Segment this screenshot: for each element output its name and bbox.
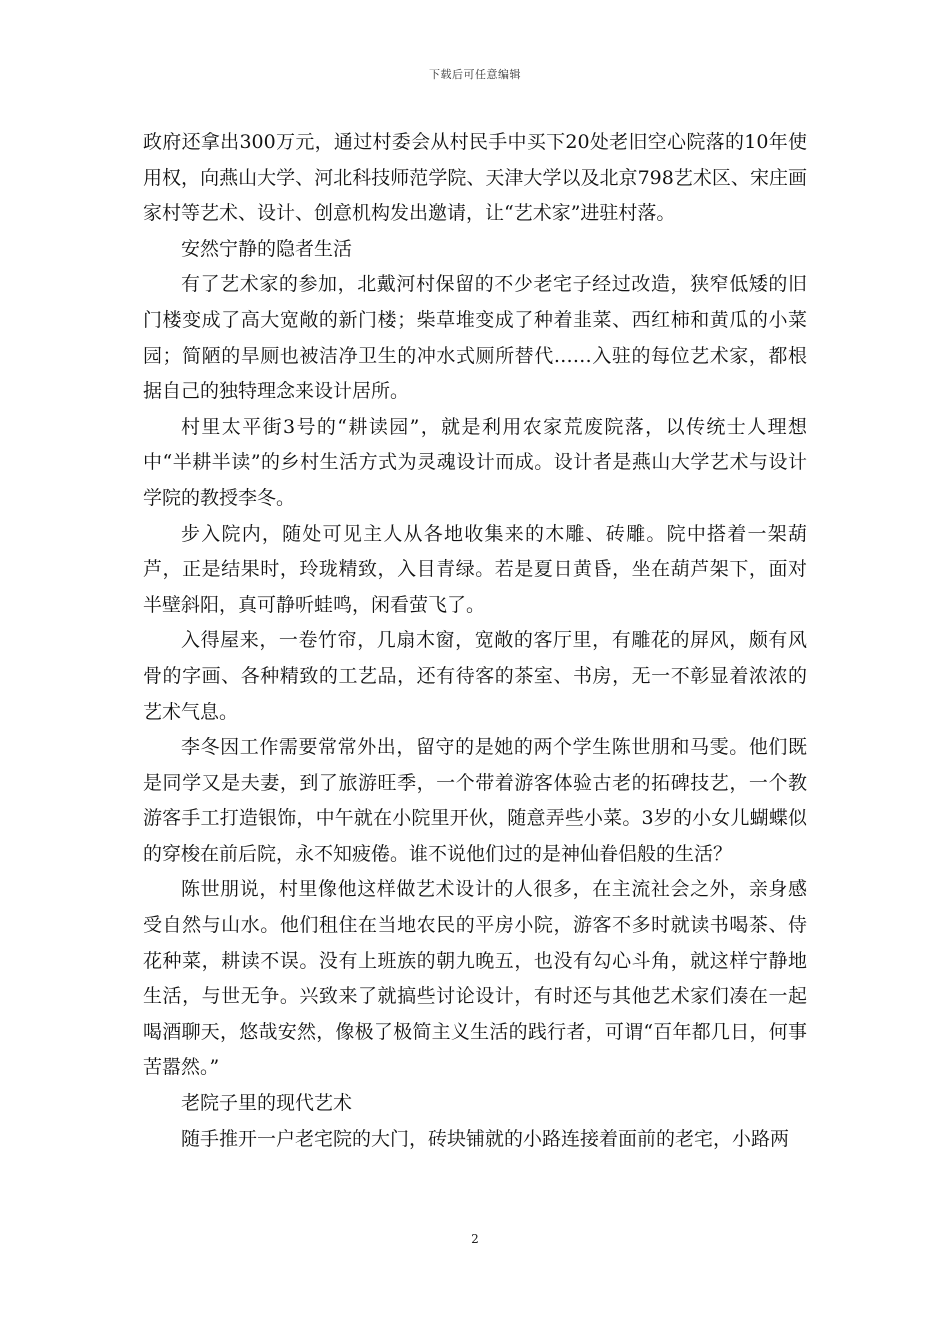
paragraph-continued: 政府还拿出300万元，通过村委会从村民手中买下20处老旧空心院落的10年使用权，向燕山大学、河北科技师范学院、天津大学以及北京798艺术区、宋庄画家村等艺术、设计、创意机构发出邀请，让“艺术家”进驻村落。: [143, 131, 807, 225]
paragraph: 入得屋来，一卷竹帘，几扇木窗，宽敞的客厅里，有雕花的屏风，颇有风骨的字画、各种精致的工艺品，还有待客的茶室、书房，无一不彰显着浓浓的艺术气息。: [143, 629, 807, 723]
paragraph: 陈世朋说，村里像他这样做艺术设计的人很多，在主流社会之外，亲身感受自然与山水。他们租住在当地农民的平房小院，游客不多时就读书喝茶、侍花种菜，耕读不误。没有上班族的朝九晚五，也没有勾心斗角，就这样宁静地生活，与世无争。兴致来了就搞些讨论设计，有时还与其他艺术家们凑在一起喝酒聊天，悠哉安然，像极了极简主义生活的践行者，可谓“百年都几日，何事苦嚣然。”: [143, 878, 807, 1079]
paragraph: 步入院内，随处可见主人从各地收集来的木雕、砖雕。院中搭着一架葫芦，正是结果时，玲珑精致，入目青绿。若是夏日黄昏，坐在葫芦架下，面对半壁斜阳，真可静听蛙鸣，闲看萤飞了。: [143, 522, 807, 616]
paragraph: 村里太平街3号的“耕读园”，就是利用农家荒废院落，以传统士人理想中“半耕半读”的乡村生活方式为灵魂设计而成。设计者是燕山大学艺术与设计学院的教授李冬。: [143, 415, 807, 509]
section-heading-hermit-life: 安然宁静的隐者生活: [181, 237, 353, 260]
paragraph: 李冬因工作需要常常外出，留守的是她的两个学生陈世朋和马雯。他们既是同学又是夫妻，到了旅游旺季，一个带着游客体验古老的拓碑技艺，一个教游客手工打造银饰，中午就在小院里开伙，随意弄些小菜。3岁的小女儿蝴蝶似的穿梭在前后院，永不知疲倦。谁不说他们过的是神仙眷侣般的生活？: [143, 736, 807, 865]
page-header: 下载后可任意编辑: [429, 68, 521, 81]
article-body: [143, 125, 807, 1157]
page-number: 2: [471, 1232, 479, 1246]
paragraph: 有了艺术家的参加，北戴河村保留的不少老宅子经过改造，狭窄低矮的旧门楼变成了高大宽敞的新门楼；柴草堆变成了种着韭菜、西红柿和黄瓜的小菜园；简陋的旱厕也被洁净卫生的冲水式厕所替代……入驻的每位艺术家，都根据自己的独特理念来设计居所。: [143, 273, 807, 403]
paragraph-truncated: 随手推开一户老宅院的大门，砖块铺就的小路连接着面前的老宅，小路两: [181, 1127, 790, 1150]
section-heading-modern-art: 老院子里的现代艺术: [181, 1092, 353, 1115]
